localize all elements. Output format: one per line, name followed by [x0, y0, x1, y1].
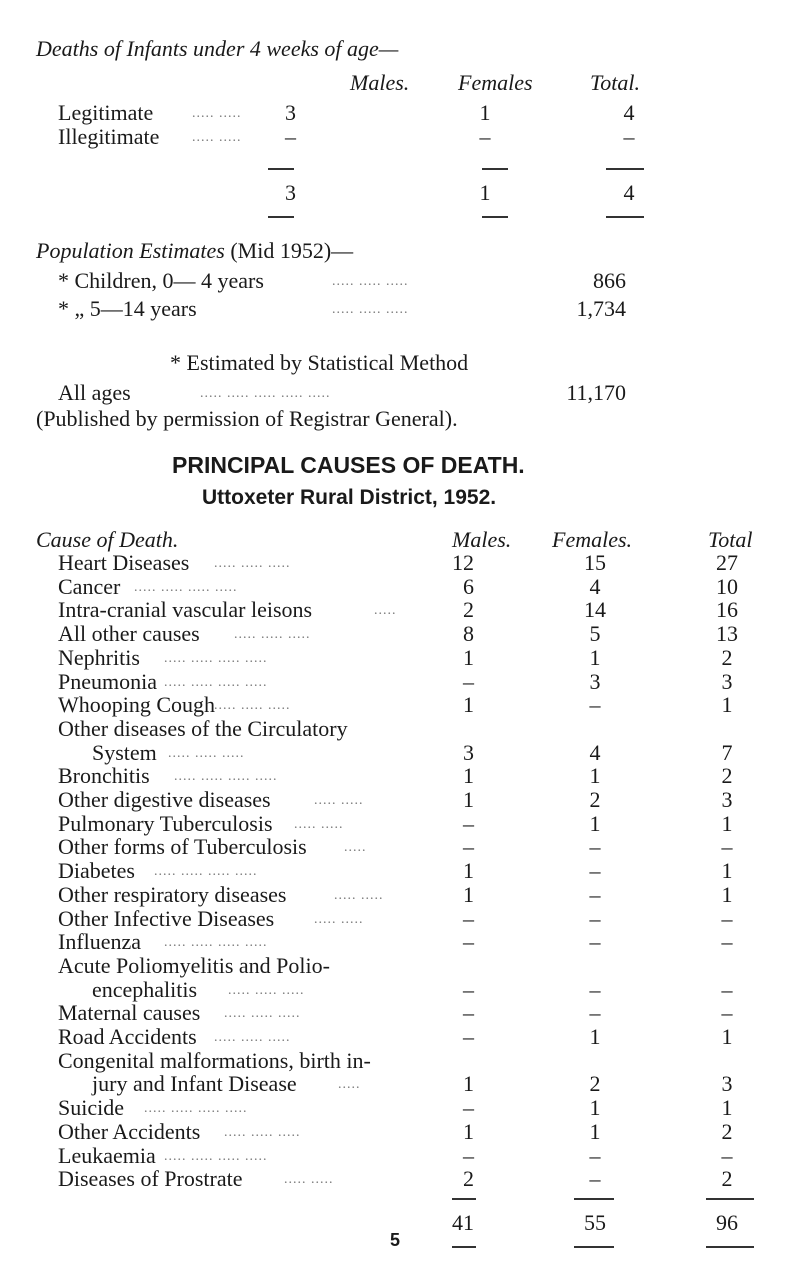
principal-row-total: 27	[716, 550, 738, 575]
principal-row-females: 2	[589, 1071, 601, 1096]
principal-row-dots: .....	[374, 603, 397, 618]
infants-row-males: –	[285, 124, 296, 149]
principal-row-females: –	[589, 1143, 601, 1168]
infants-sum-rule	[606, 168, 644, 170]
principal-row-total: 2	[721, 1119, 733, 1144]
principal-row-males: –	[463, 1024, 474, 1049]
principal-row-total: –	[721, 834, 733, 859]
principal-row-females: 14	[584, 597, 606, 622]
principal-row-dots: ..... .....	[314, 912, 364, 927]
principal-total-females: 55	[584, 1210, 606, 1235]
principal-row-label: Diseases of Prostrate	[58, 1166, 243, 1191]
principal-row-label: Influenza	[58, 929, 142, 954]
principal-row-males: –	[463, 1095, 474, 1120]
principal-header-females: Females.	[552, 527, 633, 552]
infants-sum-rule	[482, 168, 508, 170]
principal-row-label: Other Accidents	[58, 1119, 201, 1144]
principal-row-total: 10	[716, 574, 738, 599]
principal-row-dots: .....	[344, 840, 367, 855]
infants-row-females: –	[479, 124, 491, 149]
principal-row-males: –	[463, 669, 474, 694]
infants-header-total: Total.	[590, 70, 640, 95]
population-all-ages-dots: ..... ..... ..... ..... .....	[200, 386, 331, 401]
infants-title: Deaths of Infants under 4 weeks of age—	[36, 36, 399, 61]
principal-sum-rule	[452, 1198, 476, 1200]
principal-row-label: Leukaemia	[58, 1143, 156, 1168]
principal-row-label: Road Accidents	[58, 1024, 197, 1049]
principal-row-label: Intra-cranial vascular leisons	[58, 597, 313, 622]
principal-total-rule	[706, 1246, 754, 1248]
infants-total-females: 1	[479, 180, 491, 205]
population-title: Population Estimates	[36, 238, 225, 263]
principal-row-males: 1	[463, 645, 474, 670]
population-row-dots: ..... ..... .....	[332, 274, 409, 289]
principal-row-total: –	[721, 906, 733, 931]
population-row-label: * „ 5—14 years	[58, 296, 197, 321]
principal-row-females: –	[589, 906, 601, 931]
infants-header-males: Males.	[350, 70, 410, 95]
principal-row-label: Other digestive diseases	[58, 787, 271, 812]
infants-total-rule	[482, 216, 508, 218]
page-number: 5	[390, 1230, 401, 1250]
principal-row-dots: ..... .....	[334, 888, 384, 903]
principal-row-label: encephalitis	[92, 977, 198, 1002]
principal-row-dots: ..... ..... .....	[214, 556, 291, 571]
principal-row-total: 1	[721, 858, 733, 883]
principal-row-females: 15	[584, 550, 606, 575]
principal-row-females: –	[589, 858, 601, 883]
principal-row-dots: ..... ..... ..... .....	[174, 769, 278, 784]
principal-row-females: –	[589, 1166, 601, 1191]
principal-row-males: 1	[463, 1071, 474, 1096]
principal-row-males: 8	[463, 621, 474, 646]
principal-row-males: –	[463, 1000, 474, 1025]
infants-total-rule	[606, 216, 644, 218]
principal-row-females: 1	[589, 645, 601, 670]
population-published-note: (Published by permission of Registrar General).	[36, 406, 458, 431]
principal-row-label: jury and Infant Disease	[92, 1071, 297, 1096]
principal-row-dots: ..... ..... ..... .....	[164, 675, 268, 690]
principal-row-dots: ..... .....	[284, 1172, 334, 1187]
population-title-line	[36, 238, 353, 264]
principal-row-total: 16	[716, 597, 738, 622]
infants-row-dots: ..... .....	[192, 106, 242, 121]
principal-row-dots: ..... ..... ..... .....	[164, 935, 268, 950]
principal-row-label: All other causes	[58, 621, 200, 646]
principal-sum-rule	[574, 1198, 614, 1200]
principal-row-females: –	[589, 834, 601, 859]
population-row-value: 866	[593, 268, 626, 293]
principal-row-total: –	[721, 929, 733, 954]
principal-row-label: Acute Poliomyelitis and Polio-	[58, 953, 330, 978]
principal-row-total: 3	[721, 787, 733, 812]
principal-row-males: –	[463, 929, 474, 954]
principal-row-males: 1	[463, 882, 474, 907]
infants-row-females: 1	[479, 100, 491, 125]
principal-row-males: 1	[463, 1119, 474, 1144]
principal-row-dots: ..... .....	[294, 817, 344, 832]
principal-row-females: 1	[589, 1119, 601, 1144]
population-footnote: * Estimated by Statistical Method	[170, 350, 469, 375]
principal-row-males: –	[463, 834, 474, 859]
principal-row-males: 6	[463, 574, 474, 599]
principal-row-label: Nephritis	[58, 645, 140, 670]
principal-row-dots: .....	[338, 1077, 361, 1092]
principal-row-dots: ..... ..... ..... .....	[134, 580, 238, 595]
principal-row-females: 2	[589, 787, 601, 812]
principal-row-total: 2	[721, 763, 733, 788]
principal-total-males: 41	[452, 1210, 474, 1235]
principal-row-females: –	[589, 929, 601, 954]
principal-row-total: 1	[721, 1095, 733, 1120]
principal-row-males: 1	[463, 787, 474, 812]
principal-row-males: –	[463, 1143, 474, 1168]
principal-row-males: 2	[463, 597, 474, 622]
principal-row-dots: ..... ..... .....	[228, 983, 305, 998]
principal-row-females: 1	[589, 1024, 601, 1049]
principal-row-females: 1	[589, 811, 601, 836]
principal-title: PRINCIPAL CAUSES OF DEATH.	[172, 452, 525, 478]
principal-row-males: 3	[463, 740, 474, 765]
population-title-suffix: (Mid 1952)—	[224, 238, 354, 263]
principal-row-dots: ..... ..... ..... .....	[164, 1149, 268, 1164]
principal-row-dots: ..... ..... .....	[234, 627, 311, 642]
principal-row-females: 3	[589, 669, 601, 694]
principal-total-rule	[574, 1246, 614, 1248]
principal-row-males: –	[463, 811, 474, 836]
infants-row-dots: ..... .....	[192, 130, 242, 145]
infants-sum-rule	[268, 168, 294, 170]
principal-row-females: –	[589, 977, 601, 1002]
principal-row-label: Cancer	[58, 574, 121, 599]
principal-row-label: Other forms of Tuberculosis	[58, 834, 307, 859]
principal-total-rule	[452, 1246, 476, 1248]
principal-row-dots: ..... .....	[314, 793, 364, 808]
principal-row-label: System	[92, 740, 157, 765]
principal-row-total: 3	[721, 1071, 733, 1096]
principal-row-total: 2	[721, 1166, 733, 1191]
infants-row-males: 3	[285, 100, 296, 125]
principal-row-males: 12	[452, 550, 474, 575]
principal-row-label: Heart Diseases	[58, 550, 190, 575]
principal-row-males: 1	[463, 692, 474, 717]
principal-header-males: Males.	[452, 527, 512, 552]
principal-row-dots: ..... ..... .....	[224, 1125, 301, 1140]
principal-row-females: –	[589, 882, 601, 907]
principal-row-label: Maternal causes	[58, 1000, 201, 1025]
infants-total-males: 3	[285, 180, 296, 205]
principal-row-males: –	[463, 906, 474, 931]
infants-total-total: 4	[623, 180, 635, 205]
population-all-ages-value: 11,170	[566, 380, 626, 405]
principal-row-total: 7	[721, 740, 733, 765]
population-row-dots: ..... ..... .....	[332, 302, 409, 317]
principal-row-dots: ..... ..... ..... .....	[164, 651, 268, 666]
infants-row-label: Legitimate	[58, 100, 154, 125]
principal-row-label: Congenital malformations, birth in-	[58, 1048, 371, 1073]
principal-row-dots: ..... ..... .....	[224, 1006, 301, 1021]
principal-row-total: 1	[721, 811, 733, 836]
principal-row-label: Other Infective Diseases	[58, 906, 275, 931]
principal-row-total: –	[721, 1143, 733, 1168]
principal-row-total: –	[721, 977, 733, 1002]
principal-row-label: Other diseases of the Circulatory	[58, 716, 348, 741]
principal-row-females: 4	[589, 574, 601, 599]
principal-row-total: 1	[721, 882, 733, 907]
principal-row-males: 1	[463, 858, 474, 883]
principal-row-label: Suicide	[58, 1095, 124, 1120]
principal-row-males: 2	[463, 1166, 474, 1191]
principal-header-total: Total	[708, 527, 753, 552]
principal-total-total: 96	[716, 1210, 738, 1235]
principal-row-total: –	[721, 1000, 733, 1025]
principal-row-dots: ..... ..... ..... .....	[154, 864, 258, 879]
principal-row-label: Bronchitis	[58, 763, 150, 788]
principal-row-dots: ..... ..... .....	[214, 698, 291, 713]
principal-row-dots: ..... ..... .....	[168, 746, 245, 761]
principal-row-label: Pneumonia	[58, 669, 157, 694]
principal-row-total: 13	[716, 621, 738, 646]
population-all-ages-label: All ages	[58, 380, 131, 405]
principal-row-females: 4	[589, 740, 601, 765]
principal-row-total: 1	[721, 692, 733, 717]
principal-row-males: –	[463, 977, 474, 1002]
principal-row-males: 1	[463, 763, 474, 788]
principal-row-label: Diabetes	[58, 858, 135, 883]
infants-row-label: Illegitimate	[58, 124, 160, 149]
principal-row-dots: ..... ..... .....	[214, 1030, 291, 1045]
infants-total-rule	[268, 216, 294, 218]
principal-sum-rule	[706, 1198, 754, 1200]
principal-row-females: 5	[589, 621, 601, 646]
infants-row-total: 4	[623, 100, 635, 125]
principal-row-females: 1	[589, 763, 601, 788]
population-row-label: * Children, 0— 4 years	[58, 268, 264, 293]
principal-row-females: 1	[589, 1095, 601, 1120]
principal-row-total: 2	[721, 645, 733, 670]
principal-row-label: Pulmonary Tuberculosis	[58, 811, 273, 836]
principal-row-total: 1	[721, 1024, 733, 1049]
principal-row-females: –	[589, 692, 601, 717]
principal-row-label: Other respiratory diseases	[58, 882, 287, 907]
principal-row-total: 3	[721, 669, 733, 694]
population-row-value: 1,734	[576, 296, 626, 321]
principal-row-females: –	[589, 1000, 601, 1025]
principal-row-label: Whooping Cough	[58, 692, 216, 717]
principal-row-dots: ..... ..... ..... .....	[144, 1101, 248, 1116]
infants-header-females: Females	[458, 70, 533, 95]
infants-row-total: –	[623, 124, 635, 149]
principal-header-cause: Cause of Death.	[36, 527, 179, 552]
principal-subtitle: Uttoxeter Rural District, 1952.	[202, 486, 497, 509]
